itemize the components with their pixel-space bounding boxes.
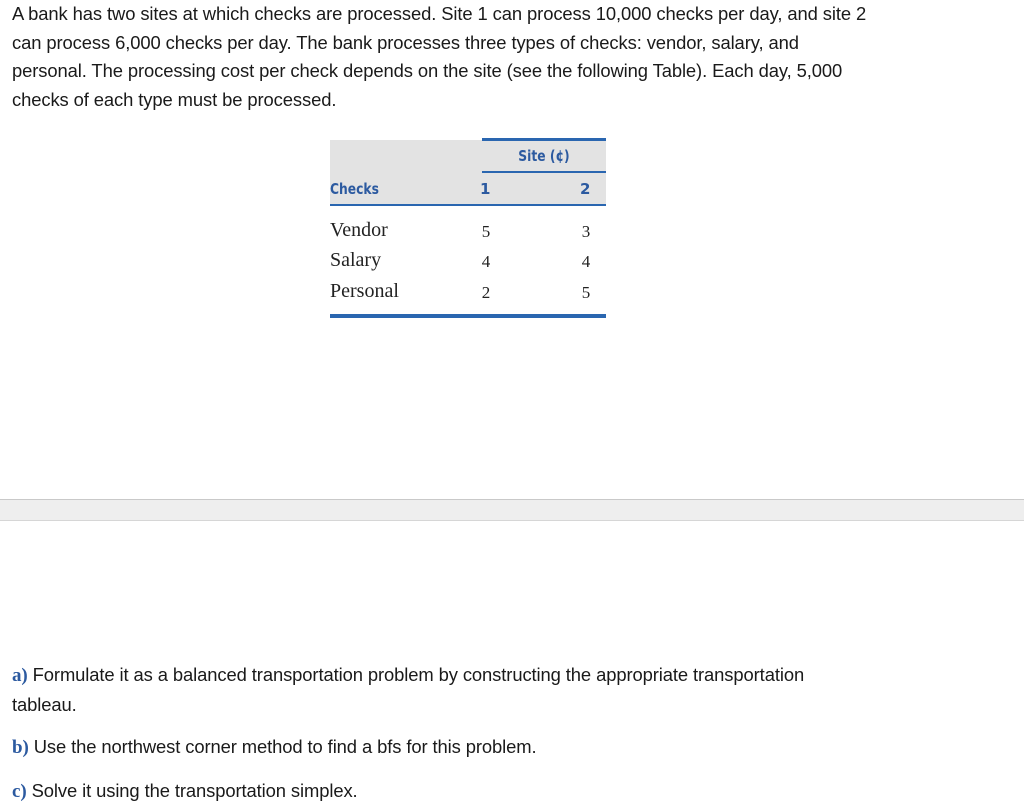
cell-personal-site-2: 5: [581, 283, 591, 302]
problem-line: personal. The processing cost per check depends on the site (see the following Table). Each day, 5,000: [12, 60, 843, 81]
problem-line: checks of each type must be processed.: [12, 88, 337, 110]
table-top-rule: [482, 138, 606, 141]
problem-statement: [12, 0, 1012, 114]
row-label-personal: Personal: [330, 280, 399, 302]
question-c-text: Solve it using the transportation simplex.: [31, 780, 358, 801]
table-bottom-rule: [330, 314, 606, 318]
question-a: [12, 661, 804, 719]
question-c-letter: c): [12, 781, 27, 802]
row-label-salary: Salary: [330, 249, 382, 271]
cost-table: [330, 138, 606, 320]
question-b: [12, 733, 536, 763]
question-a-letter: a): [12, 665, 28, 686]
site-1-column-header: 1: [480, 180, 491, 198]
question-b-text: Use the northwest corner method to find a bfs for this problem.: [33, 736, 537, 757]
question-c: [12, 777, 358, 807]
cell-salary-site-2: 4: [581, 252, 591, 271]
question-a-line: [12, 661, 804, 691]
column-header-rule: [330, 204, 606, 206]
problem-line: A bank has two sites at which checks are processed. Site 1 can process 10,000 checks per day, and site 2: [12, 3, 867, 24]
question-b-letter: b): [12, 737, 29, 758]
checks-column-header: Checks: [330, 180, 379, 198]
site-group-header: Site (¢): [518, 147, 570, 165]
site-header-rule: [482, 171, 606, 173]
site-2-column-header: 2: [580, 180, 591, 198]
problem-line: can process 6,000 checks per day. The bank processes three types of checks: vendor, salary, and: [12, 31, 799, 53]
cell-vendor-site-1: 5: [481, 222, 491, 241]
cell-vendor-site-2: 3: [581, 222, 591, 241]
section-divider: [0, 499, 1024, 521]
cell-salary-site-1: 4: [481, 252, 491, 271]
question-a-text: Formulate it as a balanced transportation problem by constructing the appropriate transportation: [32, 664, 805, 685]
question-a-continuation: tableau.: [12, 693, 77, 715]
row-label-vendor: Vendor: [330, 219, 388, 241]
cell-personal-site-1: 2: [481, 283, 491, 302]
